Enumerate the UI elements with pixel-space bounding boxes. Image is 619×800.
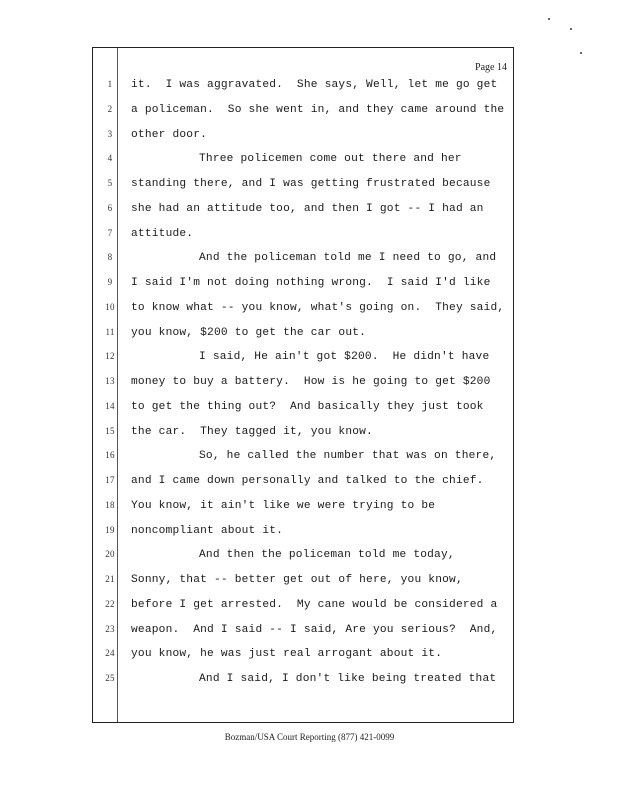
- page-label: Page 14: [475, 62, 507, 73]
- line-text: the car. They tagged it, you know.: [131, 425, 373, 438]
- line-text: I said, He ain't got $200. He didn't have: [199, 351, 490, 364]
- line-number: 14: [105, 400, 115, 411]
- line-number: 4: [107, 153, 113, 164]
- transcript-line: [93, 327, 513, 345]
- line-number: 16: [105, 450, 115, 461]
- line-number: 17: [105, 475, 115, 485]
- line-number: 10: [105, 301, 115, 312]
- line-number: 11: [105, 326, 115, 337]
- transcript-line: [93, 475, 513, 493]
- transcript-line: [93, 500, 513, 518]
- line-number: 22: [105, 598, 115, 609]
- line-text: standing there, and I was getting frustrated because: [131, 178, 491, 190]
- line-number: 5: [107, 178, 113, 188]
- line-number: 18: [105, 499, 115, 510]
- line-number: 19: [105, 524, 115, 535]
- line-text: she had an attitude too, and then I got -- I had an: [131, 202, 484, 215]
- transcript-line: [93, 401, 513, 419]
- line-number: 13: [105, 376, 115, 386]
- transcript-line: [93, 426, 513, 444]
- line-number: 23: [105, 623, 115, 634]
- transcript-line: [93, 673, 513, 691]
- line-number: 9: [107, 277, 113, 287]
- scan-speck: [570, 28, 572, 30]
- transcript-line: [93, 277, 513, 295]
- transcript-line: [93, 574, 513, 592]
- transcript-line: [93, 525, 513, 543]
- transcript-line: [93, 624, 513, 642]
- line-text: I said I'm not doing nothing wrong. I said I'd like: [131, 277, 491, 289]
- line-text: other door.: [131, 128, 208, 141]
- line-number: 24: [105, 648, 115, 659]
- line-number: 8: [107, 252, 113, 263]
- line-text: to get the thing out? And basically they just took: [131, 400, 484, 413]
- line-number: 1: [107, 79, 113, 89]
- line-text: And the policeman told me I need to go, and: [199, 252, 497, 265]
- transcript-line: [93, 599, 513, 617]
- scan-speck: [580, 52, 582, 54]
- transcript-line: [93, 302, 513, 320]
- transcript-page: [92, 47, 514, 723]
- line-text: And then the policeman told me today,: [199, 549, 455, 562]
- transcript-line: [93, 104, 513, 122]
- line-number: 21: [105, 574, 115, 584]
- transcript-line: [93, 648, 513, 666]
- line-text: you know, $200 to get the car out.: [131, 326, 367, 339]
- line-text: and I came down personally and talked to the chief.: [131, 475, 484, 487]
- scan-speck: [548, 18, 550, 20]
- line-number: 3: [107, 128, 113, 139]
- line-text: before I get arrested. My cane would be considered a: [131, 598, 498, 611]
- transcript-line: [93, 450, 513, 468]
- line-text: And I said, I don't like being treated that: [199, 673, 497, 685]
- transcript-line: [93, 203, 513, 221]
- footer-reporter: Bozman/USA Court Reporting (877) 421-0099: [224, 732, 395, 742]
- transcript-line: [93, 79, 513, 97]
- line-number: 25: [105, 673, 115, 683]
- transcript-line: [93, 351, 513, 369]
- line-text: a policeman. So she went in, and they came around the: [131, 103, 505, 116]
- line-number: 15: [105, 425, 115, 436]
- line-number: 20: [105, 549, 115, 560]
- transcript-line: [93, 178, 513, 196]
- transcript-line: [93, 228, 513, 246]
- line-text: noncompliant about it.: [131, 524, 284, 537]
- line-number: 2: [107, 103, 113, 114]
- line-text: money to buy a battery. How is he going to get $200: [131, 376, 491, 388]
- line-number: 6: [107, 202, 113, 213]
- line-text: So, he called the number that was on there,: [199, 450, 497, 463]
- transcript-line: [93, 129, 513, 147]
- transcript-line: [93, 153, 513, 171]
- line-text: Three policemen come out there and her: [199, 153, 462, 166]
- line-text: you know, he was just real arrogant about it.: [131, 648, 443, 661]
- line-text: weapon. And I said -- I said, Are you serious? And,: [131, 623, 498, 636]
- line-number: 12: [105, 351, 115, 362]
- line-text: Sonny, that -- better get out of here, you know,: [131, 574, 463, 586]
- transcript-line: [93, 549, 513, 567]
- transcript-line: [93, 252, 513, 270]
- line-text: to know what -- you know, what's going on. They said,: [131, 301, 505, 314]
- line-text: attitude.: [131, 227, 194, 240]
- line-text: You know, it ain't like we were trying to be: [131, 499, 436, 512]
- transcript-line: [93, 376, 513, 394]
- line-number: 7: [107, 227, 113, 238]
- line-text: it. I was aggravated. She says, Well, let me go get: [131, 79, 498, 91]
